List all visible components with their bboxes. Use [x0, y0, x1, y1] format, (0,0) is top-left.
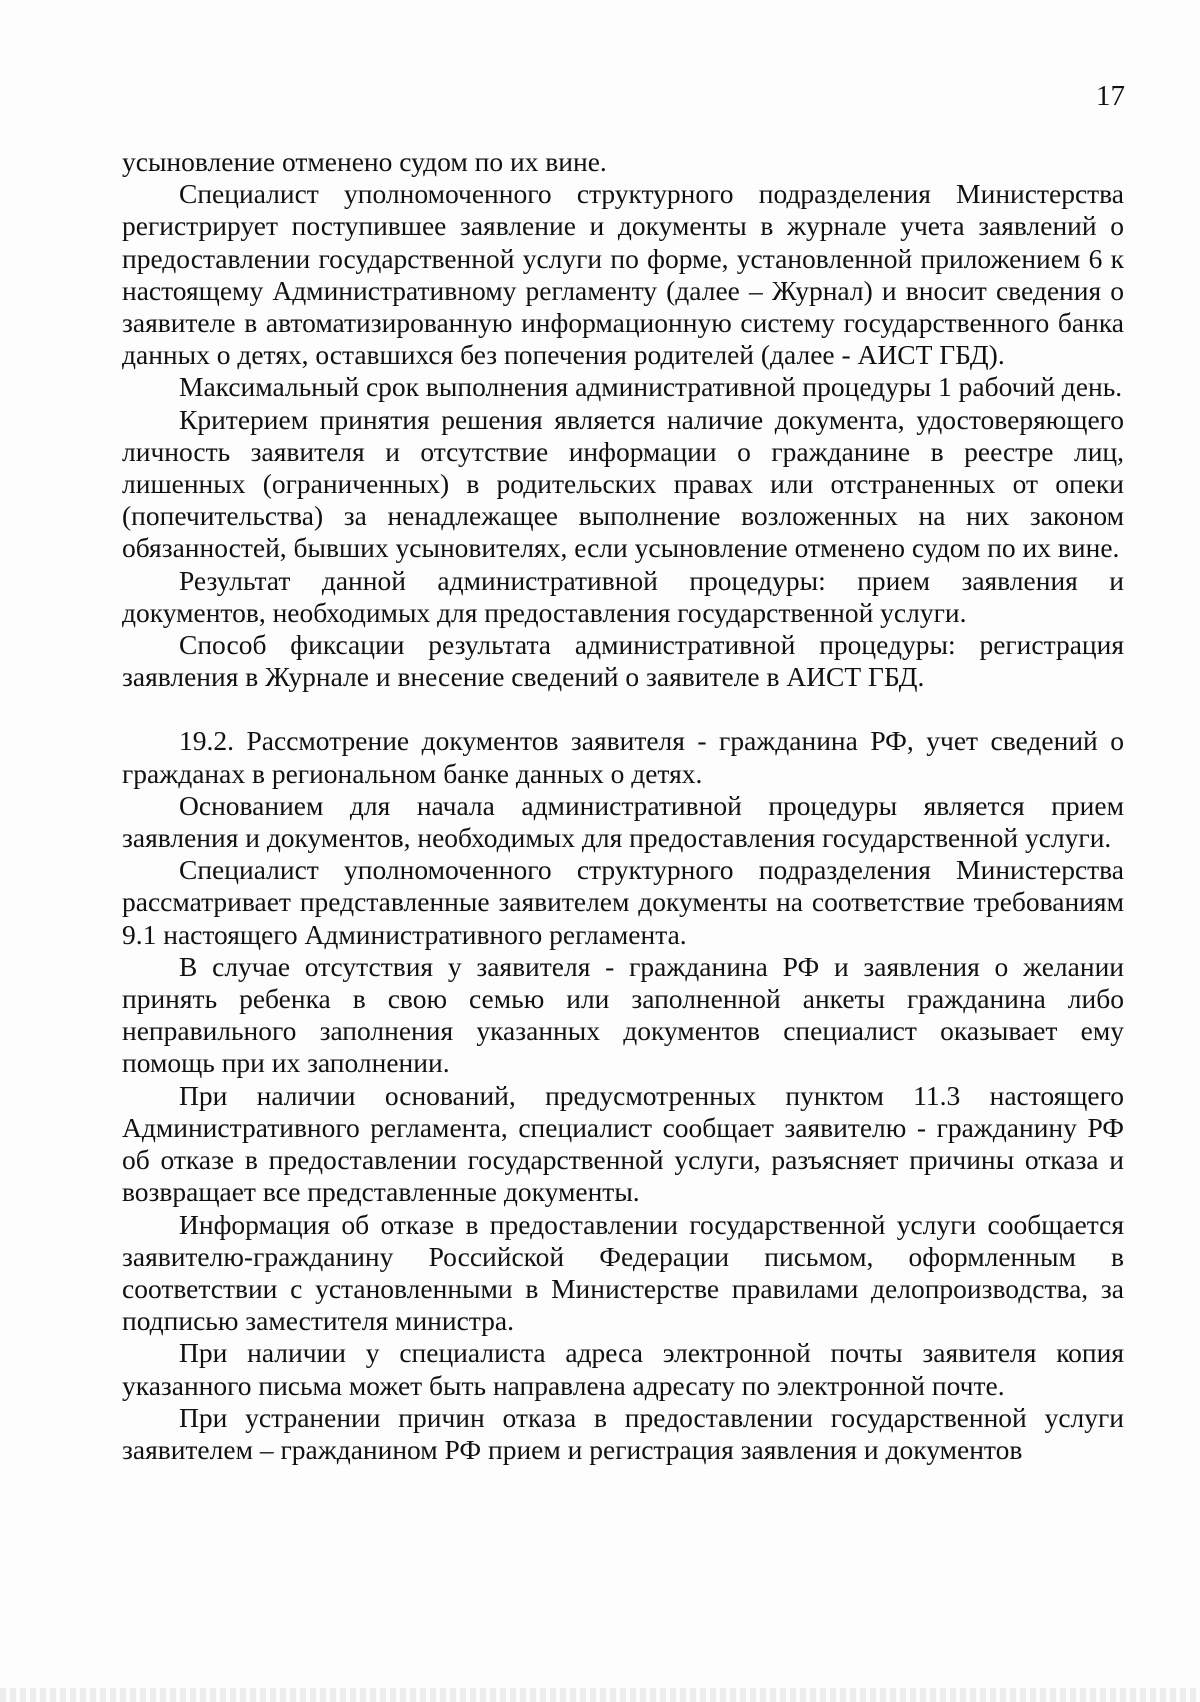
paragraph-email-copy: При наличии у специалиста адреса электронной почты заявителя копия указанного письма может быть направлена адресату по электронной почте.	[122, 1337, 1124, 1401]
scan-bottom-edge	[0, 1688, 1200, 1702]
paragraph-procedure-result: Результат данной административной процедуры: прием заявления и документов, необходимых для предоставления государственной услуги.	[122, 564, 1124, 628]
paragraph-refusal-notice: Информация об отказе в предоставлении государственной услуги сообщается заявителю-гражданину Российской Федерации письмом, оформленным в соответствии с установленными в Министерстве правилами делопроизводства, за подписью заместителя министра.	[122, 1208, 1124, 1337]
document-body	[122, 146, 1124, 1466]
paragraph-registration: Специалист уполномоченного структурного подразделения Министерства регистрирует поступившее заявление и документы в журнале учета заявлений о предоставлении государственной услуги по форме, установленной приложением 6 к настоящему Административному регламенту (далее – Журнал) и вносит сведения о заявителе в автоматизированную информационную систему государственного банка данных о детях, оставшихся без попечения родителей (далее - АИСТ ГБД).	[122, 178, 1124, 371]
paragraph-refusal-grounds: При наличии оснований, предусмотренных пунктом 11.3 настоящего Административного регламента, специалист сообщает заявителю - гражданину РФ об отказе в предоставлении государственной услуги, разъясняет причины отказа и возвращает все представленные документы.	[122, 1079, 1124, 1208]
paragraph-resubmission: При устранении причин отказа в предоставлении государственной услуги заявителем – гражданином РФ прием и регистрация заявления и документов	[122, 1401, 1124, 1465]
paragraph-procedure-basis: Основанием для начала административной процедуры является прием заявления и документов, необходимых для предоставления государственной услуги.	[122, 789, 1124, 854]
paragraph-document-review: Специалист уполномоченного структурного подразделения Министерства рассматривает представленные заявителем документы на соответствие требованиям 9.1 настоящего Административного регламента.	[122, 854, 1124, 950]
paragraph-decision-criterion: Критерием принятия решения является наличие документа, удостоверяющего личность заявителя и отсутствие информации о гражданине в реестре лиц, лишенных (ограниченных) в родительских правах или отстраненных от опеки (попечительства) за ненадлежащее выполнение возложенных на них законом обязанностей, бывших усыновителях, если усыновление отменено судом по их вине.	[122, 403, 1124, 564]
section-heading-19-2: 19.2. Рассмотрение документов заявителя - гражданина РФ, учет сведений о гражданах в региональном банке данных о детях.	[122, 725, 1124, 789]
paragraph-continuation: усыновление отменено судом по их вине.	[122, 146, 607, 177]
paragraph-max-term: Максимальный срок выполнения административной процедуры 1 рабочий день.	[179, 371, 1123, 403]
paragraph-filling-assistance: В случае отсутствия у заявителя - гражданина РФ и заявления о желании принять ребенка в свою семью или заполненной анкеты гражданина либо неправильного заполнения указанных документов специалист оказывает ему помощь при их заполнении.	[122, 950, 1124, 1079]
paragraph-result-recording: Способ фиксации результата административной процедуры: регистрация заявления в Журнале и внесение сведений о заявителе в АИСТ ГБД.	[122, 629, 1124, 693]
page-number: 17	[1096, 80, 1125, 112]
